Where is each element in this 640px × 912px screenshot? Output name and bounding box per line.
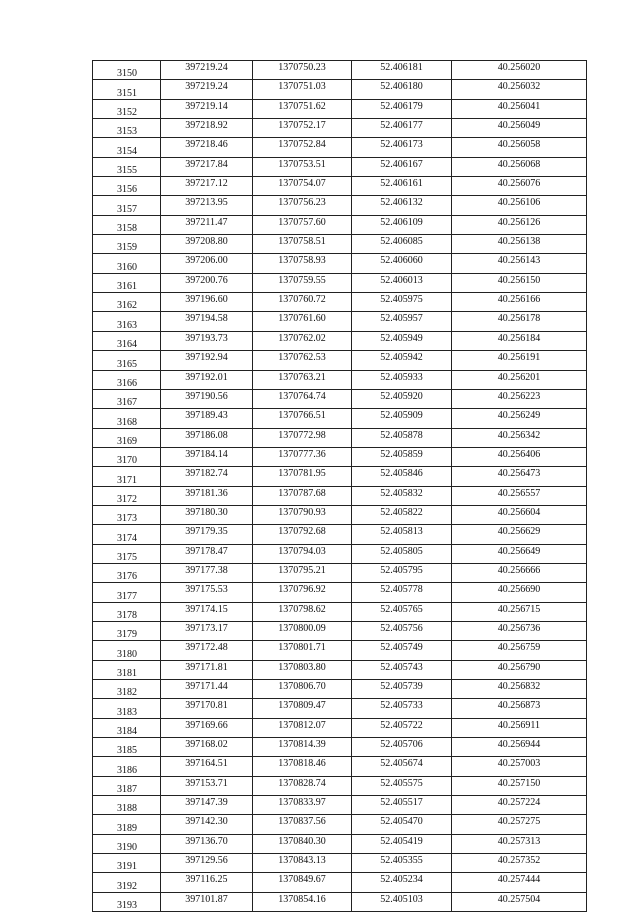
point-number-cell: 3157	[93, 196, 161, 215]
longitude-cell: 40.256406	[452, 447, 587, 466]
y-coordinate-cell: 1370854.16	[253, 892, 352, 911]
latitude-cell: 52.405743	[352, 660, 452, 679]
table-row	[93, 602, 587, 621]
table-row	[93, 370, 587, 389]
longitude-cell: 40.256106	[452, 196, 587, 215]
latitude-cell: 52.406180	[352, 80, 452, 99]
y-coordinate-cell: 1370752.84	[253, 138, 352, 157]
y-coordinate-cell: 1370837.56	[253, 815, 352, 834]
y-coordinate-cell: 1370763.21	[253, 370, 352, 389]
point-number-cell: 3172	[93, 486, 161, 505]
table-row	[93, 196, 587, 215]
x-coordinate-cell: 397189.43	[161, 409, 253, 428]
point-number-cell: 3161	[93, 273, 161, 292]
latitude-cell: 52.405765	[352, 602, 452, 621]
latitude-cell: 52.405949	[352, 331, 452, 350]
table-row	[93, 99, 587, 118]
latitude-cell: 52.406132	[352, 196, 452, 215]
longitude-cell: 40.256184	[452, 331, 587, 350]
point-number-cell: 3151	[93, 80, 161, 99]
table-row	[93, 834, 587, 853]
longitude-cell: 40.256020	[452, 61, 587, 80]
x-coordinate-cell: 397186.08	[161, 428, 253, 447]
point-number-cell: 3193	[93, 892, 161, 911]
table-row	[93, 312, 587, 331]
longitude-cell: 40.256143	[452, 254, 587, 273]
table-row	[93, 525, 587, 544]
y-coordinate-cell: 1370814.39	[253, 738, 352, 757]
point-number-cell: 3167	[93, 389, 161, 408]
longitude-cell: 40.256473	[452, 467, 587, 486]
point-number-cell: 3160	[93, 254, 161, 273]
point-number-cell: 3150	[93, 61, 161, 80]
latitude-cell: 52.406181	[352, 61, 452, 80]
point-number-cell: 3158	[93, 215, 161, 234]
latitude-cell: 52.406167	[352, 157, 452, 176]
longitude-cell: 40.256873	[452, 699, 587, 718]
longitude-cell: 40.256049	[452, 119, 587, 138]
x-coordinate-cell: 397193.73	[161, 331, 253, 350]
latitude-cell: 52.405822	[352, 505, 452, 524]
x-coordinate-cell: 397172.48	[161, 641, 253, 660]
longitude-cell: 40.256604	[452, 505, 587, 524]
longitude-cell: 40.256649	[452, 544, 587, 563]
table-row	[93, 699, 587, 718]
latitude-cell: 52.405234	[352, 873, 452, 892]
longitude-cell: 40.257313	[452, 834, 587, 853]
latitude-cell: 52.405805	[352, 544, 452, 563]
longitude-cell: 40.256790	[452, 660, 587, 679]
table-row	[93, 293, 587, 312]
y-coordinate-cell: 1370764.74	[253, 389, 352, 408]
longitude-cell: 40.256191	[452, 351, 587, 370]
point-number-cell: 3162	[93, 293, 161, 312]
table-row	[93, 660, 587, 679]
x-coordinate-cell: 397147.39	[161, 796, 253, 815]
point-number-cell: 3169	[93, 428, 161, 447]
y-coordinate-cell: 1370806.70	[253, 680, 352, 699]
table-row	[93, 544, 587, 563]
latitude-cell: 52.405859	[352, 447, 452, 466]
longitude-cell: 40.256715	[452, 602, 587, 621]
coordinates-table-body	[93, 61, 587, 912]
y-coordinate-cell: 1370849.67	[253, 873, 352, 892]
table-row	[93, 331, 587, 350]
y-coordinate-cell: 1370792.68	[253, 525, 352, 544]
coordinates-table	[92, 60, 587, 912]
point-number-cell: 3189	[93, 815, 161, 834]
table-row	[93, 486, 587, 505]
latitude-cell: 52.406179	[352, 99, 452, 118]
point-number-cell: 3156	[93, 177, 161, 196]
y-coordinate-cell: 1370758.93	[253, 254, 352, 273]
y-coordinate-cell: 1370796.92	[253, 583, 352, 602]
y-coordinate-cell: 1370762.02	[253, 331, 352, 350]
longitude-cell: 40.256759	[452, 641, 587, 660]
x-coordinate-cell: 397142.30	[161, 815, 253, 834]
latitude-cell: 52.406060	[352, 254, 452, 273]
point-number-cell: 3181	[93, 660, 161, 679]
point-number-cell: 3155	[93, 157, 161, 176]
x-coordinate-cell: 397192.94	[161, 351, 253, 370]
point-number-cell: 3168	[93, 409, 161, 428]
y-coordinate-cell: 1370757.60	[253, 215, 352, 234]
y-coordinate-cell: 1370756.23	[253, 196, 352, 215]
longitude-cell: 40.257150	[452, 776, 587, 795]
latitude-cell: 52.405957	[352, 312, 452, 331]
longitude-cell: 40.256032	[452, 80, 587, 99]
x-coordinate-cell: 397174.15	[161, 602, 253, 621]
x-coordinate-cell: 397180.30	[161, 505, 253, 524]
y-coordinate-cell: 1370795.21	[253, 563, 352, 582]
point-number-cell: 3180	[93, 641, 161, 660]
x-coordinate-cell: 397200.76	[161, 273, 253, 292]
longitude-cell: 40.256944	[452, 738, 587, 757]
x-coordinate-cell: 397218.46	[161, 138, 253, 157]
latitude-cell: 52.405909	[352, 409, 452, 428]
point-number-cell: 3174	[93, 525, 161, 544]
longitude-cell: 40.257352	[452, 854, 587, 873]
longitude-cell: 40.256832	[452, 680, 587, 699]
y-coordinate-cell: 1370790.93	[253, 505, 352, 524]
table-row	[93, 447, 587, 466]
point-number-cell: 3153	[93, 119, 161, 138]
point-number-cell: 3184	[93, 718, 161, 737]
x-coordinate-cell: 397206.00	[161, 254, 253, 273]
longitude-cell: 40.256690	[452, 583, 587, 602]
longitude-cell: 40.256068	[452, 157, 587, 176]
x-coordinate-cell: 397178.47	[161, 544, 253, 563]
table-row	[93, 351, 587, 370]
point-number-cell: 3165	[93, 351, 161, 370]
point-number-cell: 3187	[93, 776, 161, 795]
x-coordinate-cell: 397182.74	[161, 467, 253, 486]
x-coordinate-cell: 397173.17	[161, 621, 253, 640]
latitude-cell: 52.405722	[352, 718, 452, 737]
x-coordinate-cell: 397192.01	[161, 370, 253, 389]
point-number-cell: 3163	[93, 312, 161, 331]
table-row	[93, 796, 587, 815]
longitude-cell: 40.257444	[452, 873, 587, 892]
y-coordinate-cell: 1370798.62	[253, 602, 352, 621]
longitude-cell: 40.256178	[452, 312, 587, 331]
point-number-cell: 3183	[93, 699, 161, 718]
longitude-cell: 40.256666	[452, 563, 587, 582]
point-number-cell: 3178	[93, 602, 161, 621]
table-row	[93, 215, 587, 234]
latitude-cell: 52.405813	[352, 525, 452, 544]
latitude-cell: 52.405832	[352, 486, 452, 505]
latitude-cell: 52.405756	[352, 621, 452, 640]
y-coordinate-cell: 1370759.55	[253, 273, 352, 292]
latitude-cell: 52.405706	[352, 738, 452, 757]
latitude-cell: 52.405795	[352, 563, 452, 582]
table-row	[93, 680, 587, 699]
latitude-cell: 52.406161	[352, 177, 452, 196]
y-coordinate-cell: 1370781.95	[253, 467, 352, 486]
x-coordinate-cell: 397116.25	[161, 873, 253, 892]
x-coordinate-cell: 397181.36	[161, 486, 253, 505]
point-number-cell: 3164	[93, 331, 161, 350]
table-row	[93, 738, 587, 757]
y-coordinate-cell: 1370833.97	[253, 796, 352, 815]
point-number-cell: 3152	[93, 99, 161, 118]
x-coordinate-cell: 397219.24	[161, 61, 253, 80]
table-row	[93, 409, 587, 428]
table-row	[93, 583, 587, 602]
latitude-cell: 52.406177	[352, 119, 452, 138]
table-row	[93, 254, 587, 273]
y-coordinate-cell: 1370840.30	[253, 834, 352, 853]
point-number-cell: 3171	[93, 467, 161, 486]
point-number-cell: 3191	[93, 854, 161, 873]
point-number-cell: 3176	[93, 563, 161, 582]
latitude-cell: 52.405355	[352, 854, 452, 873]
x-coordinate-cell: 397177.38	[161, 563, 253, 582]
x-coordinate-cell: 397153.71	[161, 776, 253, 795]
table-row	[93, 505, 587, 524]
longitude-cell: 40.257224	[452, 796, 587, 815]
longitude-cell: 40.256249	[452, 409, 587, 428]
latitude-cell: 52.405575	[352, 776, 452, 795]
x-coordinate-cell: 397217.12	[161, 177, 253, 196]
table-row	[93, 873, 587, 892]
latitude-cell: 52.405419	[352, 834, 452, 853]
x-coordinate-cell: 397136.70	[161, 834, 253, 853]
x-coordinate-cell: 397218.92	[161, 119, 253, 138]
x-coordinate-cell: 397170.81	[161, 699, 253, 718]
latitude-cell: 52.405749	[352, 641, 452, 660]
table-row	[93, 177, 587, 196]
table-row	[93, 80, 587, 99]
longitude-cell: 40.256058	[452, 138, 587, 157]
point-number-cell: 3154	[93, 138, 161, 157]
x-coordinate-cell: 397168.02	[161, 738, 253, 757]
x-coordinate-cell: 397171.44	[161, 680, 253, 699]
longitude-cell: 40.256166	[452, 293, 587, 312]
point-number-cell: 3186	[93, 757, 161, 776]
latitude-cell: 52.405933	[352, 370, 452, 389]
latitude-cell: 52.405517	[352, 796, 452, 815]
longitude-cell: 40.256126	[452, 215, 587, 234]
longitude-cell: 40.257003	[452, 757, 587, 776]
longitude-cell: 40.256076	[452, 177, 587, 196]
x-coordinate-cell: 397129.56	[161, 854, 253, 873]
longitude-cell: 40.256041	[452, 99, 587, 118]
table-row	[93, 815, 587, 834]
x-coordinate-cell: 397219.24	[161, 80, 253, 99]
point-number-cell: 3182	[93, 680, 161, 699]
longitude-cell: 40.256201	[452, 370, 587, 389]
latitude-cell: 52.405975	[352, 293, 452, 312]
point-number-cell: 3177	[93, 583, 161, 602]
latitude-cell: 52.405739	[352, 680, 452, 699]
point-number-cell: 3175	[93, 544, 161, 563]
table-row	[93, 718, 587, 737]
point-number-cell: 3190	[93, 834, 161, 853]
latitude-cell: 52.405733	[352, 699, 452, 718]
latitude-cell: 52.405778	[352, 583, 452, 602]
x-coordinate-cell: 397194.58	[161, 312, 253, 331]
y-coordinate-cell: 1370803.80	[253, 660, 352, 679]
latitude-cell: 52.405103	[352, 892, 452, 911]
y-coordinate-cell: 1370750.23	[253, 61, 352, 80]
longitude-cell: 40.256150	[452, 273, 587, 292]
y-coordinate-cell: 1370751.03	[253, 80, 352, 99]
table-row	[93, 854, 587, 873]
longitude-cell: 40.257275	[452, 815, 587, 834]
y-coordinate-cell: 1370751.62	[253, 99, 352, 118]
x-coordinate-cell: 397208.80	[161, 235, 253, 254]
y-coordinate-cell: 1370754.07	[253, 177, 352, 196]
y-coordinate-cell: 1370762.53	[253, 351, 352, 370]
table-row	[93, 428, 587, 447]
point-number-cell: 3192	[93, 873, 161, 892]
y-coordinate-cell: 1370800.09	[253, 621, 352, 640]
table-row	[93, 273, 587, 292]
point-number-cell: 3173	[93, 505, 161, 524]
latitude-cell: 52.406085	[352, 235, 452, 254]
point-number-cell: 3159	[93, 235, 161, 254]
x-coordinate-cell: 397211.47	[161, 215, 253, 234]
x-coordinate-cell: 397184.14	[161, 447, 253, 466]
longitude-cell: 40.256138	[452, 235, 587, 254]
x-coordinate-cell: 397219.14	[161, 99, 253, 118]
y-coordinate-cell: 1370794.03	[253, 544, 352, 563]
y-coordinate-cell: 1370753.51	[253, 157, 352, 176]
point-number-cell: 3166	[93, 370, 161, 389]
table-row	[93, 138, 587, 157]
latitude-cell: 52.406013	[352, 273, 452, 292]
longitude-cell: 40.256911	[452, 718, 587, 737]
latitude-cell: 52.406173	[352, 138, 452, 157]
latitude-cell: 52.405942	[352, 351, 452, 370]
longitude-cell: 40.256736	[452, 621, 587, 640]
y-coordinate-cell: 1370828.74	[253, 776, 352, 795]
y-coordinate-cell: 1370772.98	[253, 428, 352, 447]
x-coordinate-cell: 397190.56	[161, 389, 253, 408]
y-coordinate-cell: 1370801.71	[253, 641, 352, 660]
table-row	[93, 621, 587, 640]
y-coordinate-cell: 1370760.72	[253, 293, 352, 312]
table-row	[93, 776, 587, 795]
x-coordinate-cell: 397196.60	[161, 293, 253, 312]
table-row	[93, 757, 587, 776]
y-coordinate-cell: 1370761.60	[253, 312, 352, 331]
x-coordinate-cell: 397164.51	[161, 757, 253, 776]
point-number-cell: 3170	[93, 447, 161, 466]
x-coordinate-cell: 397217.84	[161, 157, 253, 176]
latitude-cell: 52.405846	[352, 467, 452, 486]
latitude-cell: 52.405470	[352, 815, 452, 834]
table-row	[93, 157, 587, 176]
y-coordinate-cell: 1370843.13	[253, 854, 352, 873]
x-coordinate-cell: 397213.95	[161, 196, 253, 215]
point-number-cell: 3188	[93, 796, 161, 815]
longitude-cell: 40.256557	[452, 486, 587, 505]
longitude-cell: 40.256629	[452, 525, 587, 544]
x-coordinate-cell: 397171.81	[161, 660, 253, 679]
table-row	[93, 61, 587, 80]
y-coordinate-cell: 1370818.46	[253, 757, 352, 776]
longitude-cell: 40.257504	[452, 892, 587, 911]
latitude-cell: 52.405920	[352, 389, 452, 408]
y-coordinate-cell: 1370812.07	[253, 718, 352, 737]
point-number-cell: 3185	[93, 738, 161, 757]
x-coordinate-cell: 397179.35	[161, 525, 253, 544]
table-row	[93, 892, 587, 911]
y-coordinate-cell: 1370766.51	[253, 409, 352, 428]
longitude-cell: 40.256223	[452, 389, 587, 408]
y-coordinate-cell: 1370758.51	[253, 235, 352, 254]
x-coordinate-cell: 397169.66	[161, 718, 253, 737]
y-coordinate-cell: 1370809.47	[253, 699, 352, 718]
table-row	[93, 467, 587, 486]
table-row	[93, 641, 587, 660]
x-coordinate-cell: 397175.53	[161, 583, 253, 602]
point-number-cell: 3179	[93, 621, 161, 640]
longitude-cell: 40.256342	[452, 428, 587, 447]
table-row	[93, 235, 587, 254]
latitude-cell: 52.406109	[352, 215, 452, 234]
table-row	[93, 119, 587, 138]
latitude-cell: 52.405674	[352, 757, 452, 776]
y-coordinate-cell: 1370777.36	[253, 447, 352, 466]
y-coordinate-cell: 1370787.68	[253, 486, 352, 505]
x-coordinate-cell: 397101.87	[161, 892, 253, 911]
table-row	[93, 563, 587, 582]
latitude-cell: 52.405878	[352, 428, 452, 447]
table-row	[93, 389, 587, 408]
y-coordinate-cell: 1370752.17	[253, 119, 352, 138]
